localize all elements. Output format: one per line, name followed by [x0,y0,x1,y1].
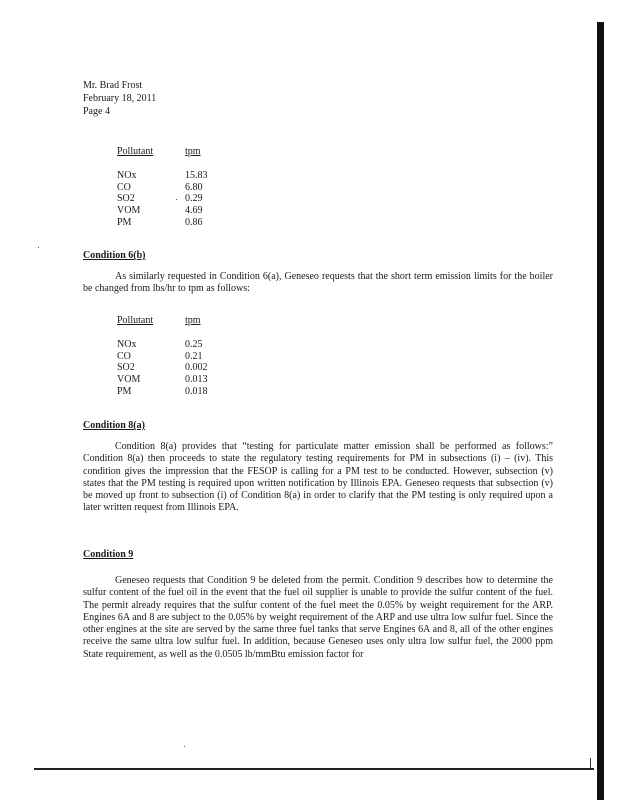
table-header-row [117,315,208,339]
pollutant-cell: SO2 [117,362,135,374]
column-header: Pollutant [117,146,154,157]
table-row [117,205,208,217]
table-row [117,339,208,351]
pollutant-cell: VOM [117,205,141,217]
pollutant-cell: CO [117,181,131,193]
recipient-line: Mr. Brad Frost [83,80,143,91]
scan-speck [38,247,39,248]
table-row [117,217,208,229]
section-heading-8a: Condition 8(a) [83,420,145,431]
table-row [117,386,208,398]
tpm-cell: 0.21 [185,350,203,362]
column-header: Pollutant [117,315,154,326]
table-row [117,170,208,182]
date-line: February 18, 2011 [83,93,157,104]
table-row [117,182,208,194]
tpm-cell: 0.29 [185,193,203,205]
tpm-cell: 0.018 [185,385,208,397]
tpm-cell: 4.69 [185,205,203,217]
paragraph-text: As similarly requested in Condition 6(a), Geneseo requests that the short term emission limits for the boiler be changed from lbs/hr to tpm as follows: [83,271,553,295]
paragraph-text: Condition 8(a) provides that “testing for particulate matter emission shall be performed as follows:” Condition 8(a) then proceeds to state the regulatory testing requirements for PM in subsections (i) – (iv). This condition gives the impression that the FESOP is calling for a PM test to be conducted. However, subsection (v) states that the PM testing is required upon written notification by Illinois EPA. Geneseo requests that subsection (v) be moved up front to subsection (i) of Condition 8(a) in order to clarify that the PM testing is only required upon a later written request from Illinois EPA. [83,441,553,514]
column-header: tpm [185,146,201,157]
scan-speck [184,746,185,747]
pollutant-cell: NOx [117,338,137,350]
table-row [117,362,208,374]
tpm-cell: 0.002 [185,362,208,374]
pollutant-cell: VOM [117,374,141,386]
scan-footer-line [34,768,594,770]
pollutant-cell: NOx [117,169,137,181]
tpm-cell: 0.013 [185,374,208,386]
tpm-cell: 15.83 [185,169,208,181]
tpm-cell: 6.80 [185,181,203,193]
section-8a-paragraph [83,441,553,515]
column-header: tpm [185,315,201,326]
section-heading-6b: Condition 6(b) [83,250,146,261]
table-header-row [117,146,208,170]
paragraph-text: Geneseo requests that Condition 9 be deleted from the permit. Condition 9 describes how to determine the sulfur content of the fuel oil in the event that the fuel oil supplier is unable to provide the sulfur content of the fuel. The permit already requires that the sulfur content of the fuel meet the 0.05% by weight requirement for the ARP. Engines 6A and 8 are subject to the 0.05% by weight requirement of the ARP and use ultra low sulfur fuel. Since the other engines at the site are served by the same three fuel tanks that serve Engines 6A and 8, all of the other engines receive the same ultra low sulfur fuel. In addition, because Geneseo uses only ultra low sulfur fuel, the 2000 ppm State requirement, as well as the 0.0505 lb/mmBtu emission factor for [83,575,553,660]
table-row [117,374,208,386]
pollutant-cell: CO [117,350,131,362]
pollutant-cell: PM [117,385,132,397]
scan-edge-bar [597,22,604,800]
tpm-cell: 0.25 [185,338,203,350]
section-heading-9: Condition 9 [83,549,134,560]
page-number-line: Page 4 [83,106,110,117]
pollutant-cell: PM [117,216,132,228]
tpm-cell: 0.86 [185,216,203,228]
emissions-table-6b [117,315,208,398]
table-row [117,193,208,205]
section-9-paragraph [83,575,553,661]
pollutant-cell: SO2 [117,193,135,205]
emissions-table-6a [117,146,208,229]
section-6b-paragraph [83,271,553,296]
table-row [117,351,208,363]
